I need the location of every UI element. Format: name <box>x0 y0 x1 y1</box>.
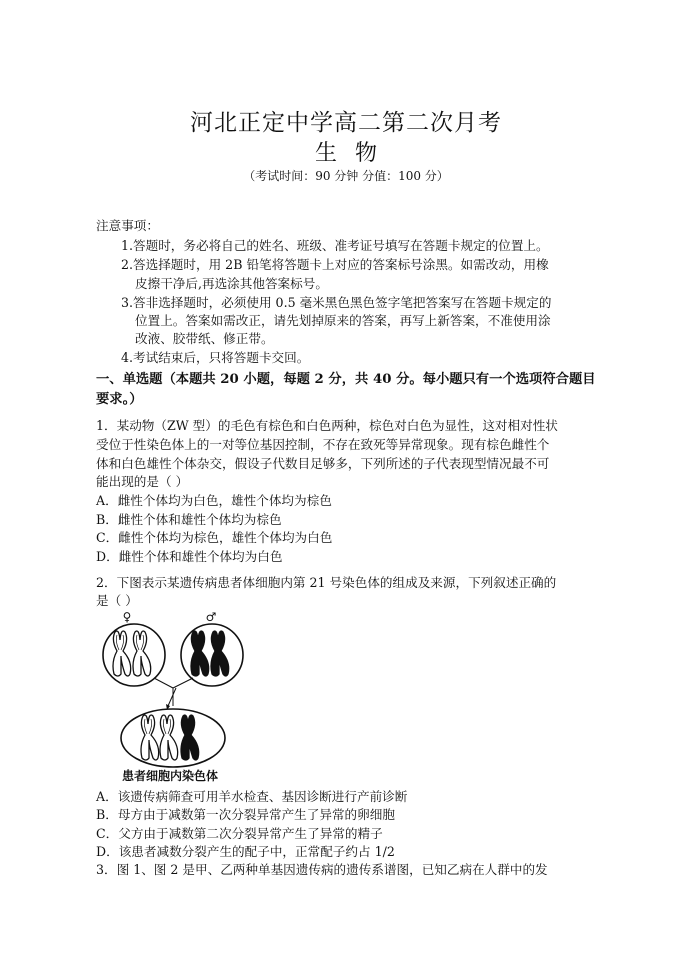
q1-stem-line: 体和白色雄性个体杂交，假设子代数目足够多，下列所述的子代表现型情况最不可 <box>96 456 550 471</box>
chromosome-diagram <box>96 608 256 788</box>
connector-line <box>154 678 173 688</box>
q1-stem-line: 受位于性染色体上的一对等位基因控制，不存在致死等异常现象。现有棕色雌性个 <box>96 437 550 452</box>
notes-item: 位置上。答案如需改正，请先划掉原来的答案，再写上新答案，不准使用涂 <box>135 313 551 328</box>
notes-item: 皮擦干净后,再选涂其他答案标号。 <box>135 276 328 291</box>
q2-option-b: B．母方由于减数第一次分裂异常产生了异常的卵细胞 <box>96 807 395 822</box>
q2-stem-line: 是（ ） <box>96 593 138 608</box>
exam-title: 河北正定中学高二第二次月考 <box>190 110 502 136</box>
arrow-line <box>168 688 176 706</box>
notes-item: 改液、胶带纸、修正带。 <box>135 331 274 346</box>
figure-caption: 患者细胞内染色体 <box>122 769 219 783</box>
notes-item: 2.答选择题时，用 2B 铅笔将答题卡上对应的答案标号涂黑。如需改动，用橡 <box>121 257 549 272</box>
female-symbol: ♀ <box>122 610 132 624</box>
q2-stem-line: 2．下图表示某遗传病患者体细胞内第 21 号染色体的组成及来源，下列叙述正确的 <box>96 575 557 590</box>
notes-item: 3.答非选择题时，必须使用 0.5 毫米黑色黑色签字笔把答案写在答题卡规定的 <box>121 295 552 310</box>
notes-heading: 注意事项： <box>96 218 159 233</box>
subject-title: 生物 <box>314 141 395 166</box>
q1-option-d: D．雌性个体和雄性个体均为白色 <box>96 549 283 564</box>
q1-stem-line: 能出现的是（ ） <box>96 474 189 489</box>
exam-info: （考试时间：90 分钟 分值：100 分） <box>243 169 449 183</box>
q2-option-d: D．该患者减数分裂产生的配子中，正常配子约占 1/2 <box>96 844 395 859</box>
male-symbol: ♂ <box>205 610 217 624</box>
notes-item: 1.答题时，务必将自己的姓名、班级、准考证号填写在答题卡规定的位置上。 <box>121 238 549 253</box>
q3-stem-line: 3．图 1、图 2 是甲、乙两种单基因遗传病的遗传系谱图，已知乙病在人群中的发 <box>96 862 548 877</box>
q1-option-c: C．雌性个体均为棕色，雄性个体均为白色 <box>96 530 333 545</box>
q1-option-a: A．雌性个体均为白色，雄性个体均为棕色 <box>96 493 332 508</box>
section-heading: 一、单选题（本题共 20 小题，每题 2 分，共 40 分。每小题只有一个选项符合题目 <box>96 372 596 387</box>
q2-option-c: C．父方由于减数第二次分裂异常产生了异常的精子 <box>96 826 383 841</box>
connector-line <box>173 678 193 688</box>
notes-item: 4.考试结束后，只将答题卡交回。 <box>121 350 310 365</box>
q2-option-a: A．该遗传病筛查可用羊水检查、基因诊断进行产前诊断 <box>96 789 408 804</box>
q1-option-b: B．雌性个体和雄性个体均为棕色 <box>96 512 282 527</box>
section-heading-cont: 要求。） <box>96 392 143 407</box>
q1-stem-line: 1．某动物（ZW 型）的毛色有棕色和白色两种，棕色对白色为显性，这对相对性状 <box>96 418 558 433</box>
